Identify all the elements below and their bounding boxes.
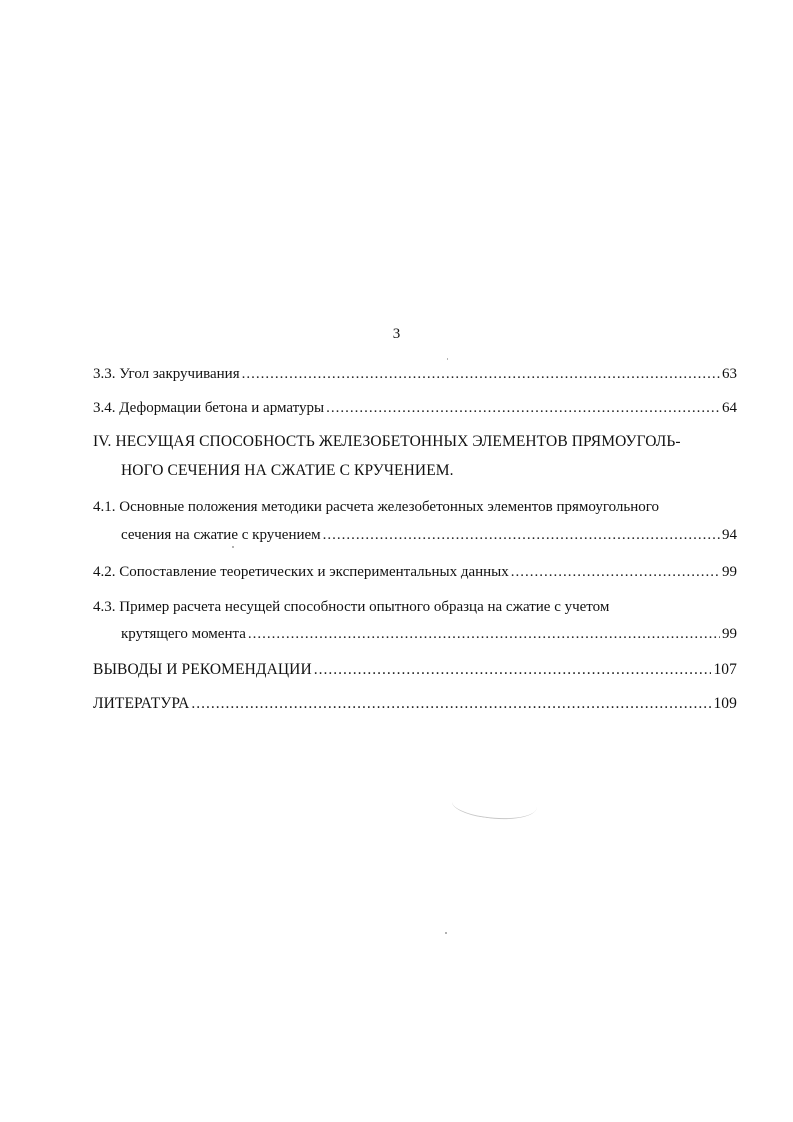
toc-entry-4-1[interactable] — [121, 525, 737, 545]
toc-entry-title: 3.3. Угол закручивания — [93, 366, 240, 382]
toc-entry-3-4[interactable] — [93, 398, 737, 418]
toc-entry-4-2[interactable] — [93, 562, 737, 582]
toc-entry-conclusions[interactable] — [93, 660, 737, 680]
leader-dots — [323, 525, 720, 545]
toc-entry-page: 63 — [722, 366, 737, 382]
toc-entry-literature[interactable] — [93, 694, 737, 714]
toc-entry-title: сечения на сжатие с кручением — [121, 527, 321, 543]
leader-dots — [248, 624, 720, 644]
toc-entry-page: 64 — [722, 400, 737, 416]
toc-entry-title: 3.4. Деформации бетона и арматуры — [93, 400, 325, 416]
scan-artifact-speck — [447, 358, 448, 360]
leader-dots — [511, 562, 720, 582]
toc-entry-4-1-line1[interactable]: 4.1. Основные положения методики расчета железобетонных элементов прямоугольного — [93, 499, 660, 515]
toc-entry-4-3[interactable] — [121, 624, 737, 644]
toc-entry-title: ВЫВОДЫ И РЕКОМЕНДАЦИИ — [93, 661, 312, 678]
scan-artifact-speck — [445, 932, 447, 934]
leader-dots — [191, 694, 711, 714]
toc-entry-page: 109 — [713, 695, 737, 712]
toc-chapter-4-title-line2[interactable]: НОГО СЕЧЕНИЯ НА СЖАТИЕ С КРУЧЕНИЕМ. — [121, 462, 454, 479]
toc-entry-page: 99 — [722, 564, 737, 580]
toc-entry-3-3[interactable] — [93, 364, 737, 384]
leader-dots — [314, 660, 712, 680]
toc-entry-page: 107 — [713, 661, 737, 678]
page-number: 3 — [392, 326, 401, 342]
toc-chapter-4-title-line1[interactable]: IV. НЕСУЩАЯ СПОСОБНОСТЬ ЖЕЛЕЗОБЕТОННЫХ ЭЛЕМЕНТОВ ПРЯМОУГОЛЬ- — [93, 433, 681, 450]
leader-dots — [242, 364, 720, 384]
scan-artifact-scratch — [450, 784, 538, 825]
toc-entry-title: 4.2. Сопоставление теоретических и экспериментальных данных — [93, 564, 509, 580]
toc-entry-4-3-line1[interactable]: 4.3. Пример расчета несущей способности опытного образца на сжатие с учетом — [93, 599, 610, 615]
leader-dots — [326, 398, 720, 418]
toc-entry-page: 94 — [722, 527, 737, 543]
toc-entry-page: 99 — [722, 626, 737, 642]
scan-artifact-speck — [232, 546, 234, 548]
toc-entry-title: ЛИТЕРАТУРА — [93, 695, 190, 712]
toc-entry-title: крутящего момента — [121, 626, 246, 642]
